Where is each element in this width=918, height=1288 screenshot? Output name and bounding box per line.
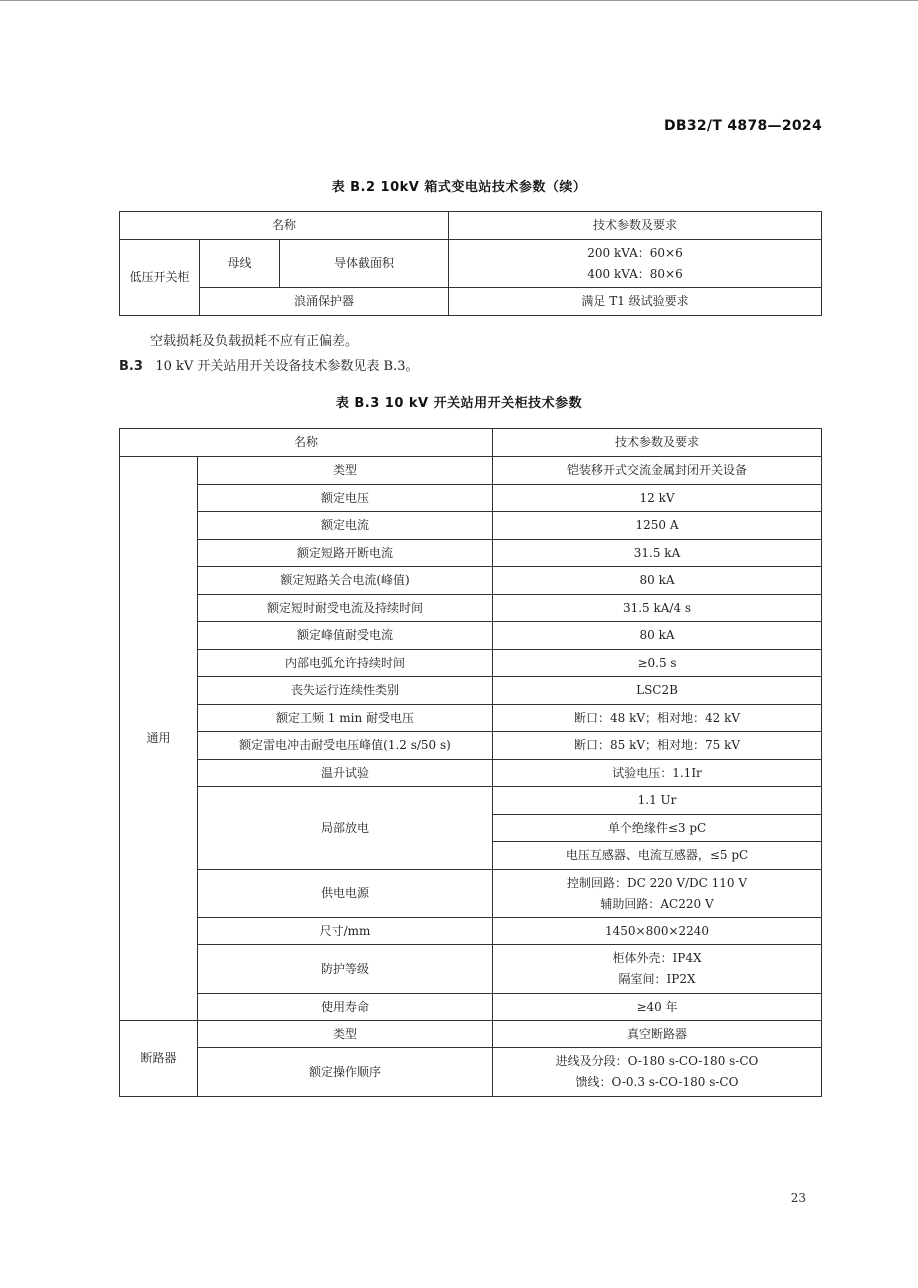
cross-value: 200 kVA：60×6 [587,245,683,260]
section-text: 10 kV 开关站用开关设备技术参数见表 B.3。 [155,359,419,374]
param-name: 额定短路关合电流(峰值) [198,567,493,595]
param-value: 1250 A [493,512,822,540]
cross-value: 400 kVA：80×6 [587,266,683,281]
header-param: 技术参数及要求 [449,212,822,240]
cross-section-label: 导体截面积 [280,240,449,288]
param-value: 铠装移开式交流金属封闭开关设备 [493,457,822,485]
busbar-label: 母线 [200,240,280,288]
param-name: 局部放电 [198,787,493,870]
param-name: 额定电流 [198,512,493,540]
param-value: 31.5 kA [493,540,822,567]
page-number: 23 [790,1191,806,1205]
param-name: 防护等级 [198,945,493,994]
param-name: 额定雷电冲击耐受电压峰值(1.2 s/50 s) [198,732,493,760]
param-value: 1.1 Ur [493,787,822,815]
table-b2-caption: 表 B.2 10kV 箱式变电站技术参数（续） [331,180,587,195]
param-name: 使用寿命 [198,994,493,1021]
param-name: 类型 [198,457,493,485]
cross-section-values [449,240,822,288]
param-value [493,945,822,994]
param-name: 额定工频 1 min 耐受电压 [198,705,493,732]
param-value [493,1048,822,1097]
param-value: 80 kA [493,622,822,650]
paragraph-b3 [119,355,418,374]
header-name: 名称 [120,429,493,457]
param-value: 80 kA [493,567,822,595]
group-general: 通用 [120,457,198,1021]
value-line: 隔室间：IP2X [618,972,696,986]
param-name: 额定电压 [198,485,493,512]
value-line: 进线及分段：O-180 s-CO-180 s-CO [555,1054,759,1068]
param-name: 供电电源 [198,870,493,918]
param-value: ≥40 年 [493,994,822,1021]
param-value: 电压互感器、电流互感器，≤5 pC [493,842,822,870]
header-name: 名称 [120,212,449,240]
page-top-rule [0,0,918,1]
section-label: B.3 [119,359,143,374]
param-value: 1450×800×2240 [493,918,822,945]
param-name: 额定短路开断电流 [198,540,493,567]
param-name: 丧失运行连续性类别 [198,677,493,705]
param-value [493,870,822,918]
param-name: 额定操作顺序 [198,1048,493,1097]
param-value: 试验电压：1.1Ir [493,760,822,787]
param-value: ≥0.5 s [493,650,822,677]
table-b3-caption: 表 B.3 10 kV 开关站用开关柜技术参数 [335,396,583,411]
value-line: 柜体外壳：IP4X [612,951,702,965]
group-low-voltage-cabinet: 低压开关柜 [120,240,200,316]
param-value: 真空断路器 [493,1021,822,1048]
surge-protector-label: 浪涌保护器 [200,288,449,316]
table-b2 [119,211,822,316]
param-name: 温升试验 [198,760,493,787]
param-name: 额定峰值耐受电流 [198,622,493,650]
param-value: 12 kV [493,485,822,512]
value-line: 馈线：O-0.3 s-CO-180 s-CO [575,1075,739,1089]
param-name: 类型 [198,1021,493,1048]
param-name: 内部电弧允许持续时间 [198,650,493,677]
param-value: 31.5 kA/4 s [493,595,822,622]
paragraph-loss: 空载损耗及负载损耗不应有正偏差。 [150,334,359,349]
param-value: 断口：85 kV；相对地：75 kV [493,732,822,760]
table-b3 [119,428,822,1097]
value-line: 辅助回路：AC220 V [600,896,714,911]
param-value: 断口：48 kV；相对地：42 kV [493,705,822,732]
value-line: 控制回路：DC 220 V/DC 110 V [566,875,748,890]
param-value: 单个绝缘件≤3 pC [493,815,822,842]
header-param: 技术参数及要求 [493,429,822,457]
param-name: 额定短时耐受电流及持续时间 [198,595,493,622]
document-id: DB32/T 4878—2024 [663,118,822,134]
param-name: 尺寸/mm [198,918,493,945]
param-value: LSC2B [493,677,822,705]
group-breaker: 断路器 [120,1021,198,1097]
surge-protector-requirement: 满足 T1 级试验要求 [449,288,822,316]
